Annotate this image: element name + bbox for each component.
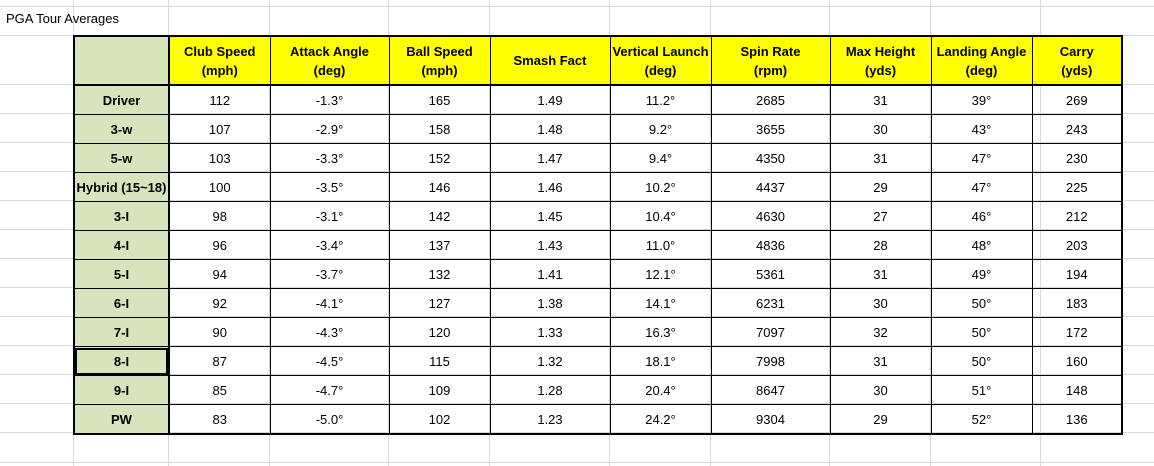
header-ball-speed-label: Ball Speed	[406, 43, 473, 59]
cell-club-speed[interactable]: 90	[169, 318, 270, 347]
cell-club-speed[interactable]: 94	[169, 260, 270, 289]
cell-vertical-launch[interactable]: 10.2°	[610, 173, 711, 202]
cell-club-speed[interactable]: 98	[169, 202, 270, 231]
header-ball-speed-unit: (mph)	[421, 62, 458, 78]
club-name-cell[interactable]: 4-I	[74, 231, 169, 260]
header-spin-rate-unit: (rpm)	[753, 62, 788, 78]
header-carry-label: Carry	[1059, 43, 1094, 59]
cell-smash-fact[interactable]: 1.45	[490, 202, 610, 231]
cell-club-speed[interactable]: 103	[169, 144, 270, 173]
table-row	[74, 260, 1122, 289]
cell-carry[interactable]: 148	[1032, 376, 1122, 405]
cell-spin-rate[interactable]: 4836	[711, 231, 830, 260]
cell-carry[interactable]: 183	[1032, 289, 1122, 318]
table-body	[74, 85, 1122, 434]
cell-ball-speed[interactable]: 142	[389, 202, 490, 231]
cell-max-height[interactable]: 31	[830, 144, 931, 173]
cell-ball-speed[interactable]: 132	[389, 260, 490, 289]
header-vertical-launch-unit: (deg)	[644, 62, 677, 78]
cell-smash-fact[interactable]: 1.43	[490, 231, 610, 260]
cell-vertical-launch[interactable]: 18.1°	[610, 347, 711, 376]
cell-carry[interactable]: 203	[1032, 231, 1122, 260]
header-attack-angle-label: Attack Angle	[290, 43, 369, 59]
table-row	[74, 115, 1122, 144]
cell-club-speed[interactable]: 96	[169, 231, 270, 260]
club-name-cell[interactable]: PW	[74, 405, 169, 435]
cell-max-height[interactable]: 27	[830, 202, 931, 231]
cell-vertical-launch[interactable]: 9.2°	[610, 115, 711, 144]
table-row	[74, 347, 1122, 376]
cell-attack-angle[interactable]: -3.1°	[270, 202, 389, 231]
cell-spin-rate[interactable]: 3655	[711, 115, 830, 144]
cell-max-height[interactable]: 30	[830, 289, 931, 318]
cell-spin-rate[interactable]: 6231	[711, 289, 830, 318]
cell-ball-speed[interactable]: 115	[389, 347, 490, 376]
cell-vertical-launch[interactable]: 9.4°	[610, 144, 711, 173]
cell-smash-fact[interactable]: 1.28	[490, 376, 610, 405]
cell-smash-fact[interactable]: 1.46	[490, 173, 610, 202]
club-name-cell[interactable]: 9-I	[74, 376, 169, 405]
cell-max-height[interactable]: 29	[830, 405, 931, 435]
cell-attack-angle[interactable]: -3.5°	[270, 173, 389, 202]
cell-landing-angle[interactable]: 49°	[931, 260, 1032, 289]
cell-ball-speed[interactable]: 127	[389, 289, 490, 318]
header-corner-cell[interactable]	[74, 36, 169, 85]
cell-ball-speed[interactable]: 165	[389, 85, 490, 115]
cell-carry[interactable]: 269	[1032, 85, 1122, 115]
cell-landing-angle[interactable]: 51°	[931, 376, 1032, 405]
header-landing-angle[interactable]	[931, 36, 1032, 85]
header-carry-unit: (yds)	[1061, 62, 1093, 78]
cell-ball-speed[interactable]: 120	[389, 318, 490, 347]
header-landing-angle-label: Landing Angle	[936, 43, 1027, 59]
cell-vertical-launch[interactable]: 12.1°	[610, 260, 711, 289]
cell-vertical-launch[interactable]: 20.4°	[610, 376, 711, 405]
cell-club-speed[interactable]: 92	[169, 289, 270, 318]
club-name-cell[interactable]: 8-I	[74, 347, 169, 376]
table-row	[74, 85, 1122, 115]
cell-max-height[interactable]: 30	[830, 115, 931, 144]
cell-vertical-launch[interactable]: 10.4°	[610, 202, 711, 231]
cell-vertical-launch[interactable]: 11.0°	[610, 231, 711, 260]
header-smash-fact[interactable]	[490, 36, 610, 85]
cell-ball-speed[interactable]: 137	[389, 231, 490, 260]
cell-club-speed[interactable]: 100	[169, 173, 270, 202]
cell-landing-angle[interactable]: 48°	[931, 231, 1032, 260]
cell-smash-fact[interactable]: 1.33	[490, 318, 610, 347]
cell-carry[interactable]: 212	[1032, 202, 1122, 231]
header-spin-rate[interactable]	[711, 36, 830, 85]
cell-carry[interactable]: 172	[1032, 318, 1122, 347]
cell-club-speed[interactable]: 83	[169, 405, 270, 435]
cell-vertical-launch[interactable]: 14.1°	[610, 289, 711, 318]
header-max-height[interactable]	[830, 36, 931, 85]
cell-landing-angle[interactable]: 47°	[931, 144, 1032, 173]
club-name-cell[interactable]: Hybrid (15~18)	[74, 173, 169, 202]
cell-ball-speed[interactable]: 109	[389, 376, 490, 405]
cell-carry[interactable]: 160	[1032, 347, 1122, 376]
cell-landing-angle[interactable]: 50°	[931, 347, 1032, 376]
sheet-title[interactable]: PGA Tour Averages	[6, 11, 119, 26]
cell-ball-speed[interactable]: 158	[389, 115, 490, 144]
cell-smash-fact[interactable]: 1.38	[490, 289, 610, 318]
cell-max-height[interactable]: 28	[830, 231, 931, 260]
club-name-cell[interactable]: 6-I	[74, 289, 169, 318]
table-row	[74, 202, 1122, 231]
header-max-height-label: Max Height	[845, 43, 916, 59]
cell-club-speed[interactable]: 85	[169, 376, 270, 405]
header-row	[74, 36, 1122, 85]
table-row	[74, 376, 1122, 405]
cell-smash-fact[interactable]: 1.32	[490, 347, 610, 376]
cell-landing-angle[interactable]: 50°	[931, 289, 1032, 318]
cell-attack-angle[interactable]: -5.0°	[270, 405, 389, 435]
cell-carry[interactable]: 136	[1032, 405, 1122, 435]
cell-max-height[interactable]: 31	[830, 260, 931, 289]
cell-landing-angle[interactable]: 50°	[931, 318, 1032, 347]
header-vertical-launch-label: Vertical Launch	[612, 43, 709, 59]
cell-club-speed[interactable]: 112	[169, 85, 270, 115]
cell-vertical-launch[interactable]: 11.2°	[610, 85, 711, 115]
cell-landing-angle[interactable]: 46°	[931, 202, 1032, 231]
club-name-cell[interactable]: Driver	[74, 85, 169, 115]
header-club-speed-unit: (mph)	[201, 62, 238, 78]
table-row	[74, 289, 1122, 318]
header-vertical-launch[interactable]	[610, 36, 711, 85]
cell-landing-angle[interactable]: 39°	[931, 85, 1032, 115]
cell-ball-speed[interactable]: 146	[389, 173, 490, 202]
cell-attack-angle[interactable]: -3.3°	[270, 144, 389, 173]
cell-carry[interactable]: 225	[1032, 173, 1122, 202]
cell-spin-rate[interactable]: 5361	[711, 260, 830, 289]
cell-attack-angle[interactable]: -4.7°	[270, 376, 389, 405]
cell-attack-angle[interactable]: -4.1°	[270, 289, 389, 318]
cell-vertical-launch[interactable]: 16.3°	[610, 318, 711, 347]
header-attack-angle[interactable]	[270, 36, 389, 85]
cell-spin-rate[interactable]: 9304	[711, 405, 830, 435]
cell-smash-fact[interactable]: 1.23	[490, 405, 610, 435]
cell-ball-speed[interactable]: 102	[389, 405, 490, 435]
header-landing-angle-unit: (deg)	[965, 62, 998, 78]
cell-spin-rate[interactable]: 8647	[711, 376, 830, 405]
cell-attack-angle[interactable]: -3.4°	[270, 231, 389, 260]
cell-spin-rate[interactable]: 4630	[711, 202, 830, 231]
cell-max-height[interactable]: 31	[830, 85, 931, 115]
table-row	[74, 318, 1122, 347]
cell-spin-rate[interactable]: 4350	[711, 144, 830, 173]
cell-club-speed[interactable]: 87	[169, 347, 270, 376]
header-club-speed-label: Club Speed	[183, 43, 256, 59]
header-max-height-unit: (yds)	[864, 62, 897, 78]
cell-attack-angle[interactable]: -2.9°	[270, 115, 389, 144]
cell-max-height[interactable]: 29	[830, 173, 931, 202]
cell-landing-angle[interactable]: 47°	[931, 173, 1032, 202]
cell-club-speed[interactable]: 107	[169, 115, 270, 144]
cell-spin-rate[interactable]: 4437	[711, 173, 830, 202]
table-row	[74, 405, 1122, 435]
cell-vertical-launch[interactable]: 24.2°	[610, 405, 711, 435]
cell-ball-speed[interactable]: 152	[389, 144, 490, 173]
cell-smash-fact[interactable]: 1.47	[490, 144, 610, 173]
club-name-cell[interactable]: 3-I	[74, 202, 169, 231]
club-name-cell[interactable]: 5-w	[74, 144, 169, 173]
pga-tour-averages-table	[73, 35, 1123, 435]
cell-max-height[interactable]: 31	[830, 347, 931, 376]
cell-landing-angle[interactable]: 52°	[931, 405, 1032, 435]
cell-spin-rate[interactable]: 2685	[711, 85, 830, 115]
cell-attack-angle[interactable]: -3.7°	[270, 260, 389, 289]
table-row	[74, 173, 1122, 202]
table-row	[74, 144, 1122, 173]
cell-max-height[interactable]: 32	[830, 318, 931, 347]
cell-smash-fact[interactable]: 1.48	[490, 115, 610, 144]
table-row	[74, 231, 1122, 260]
cell-attack-angle[interactable]: -4.3°	[270, 318, 389, 347]
cell-attack-angle[interactable]: -1.3°	[270, 85, 389, 115]
header-attack-angle-unit: (deg)	[313, 62, 346, 78]
header-ball-speed[interactable]	[389, 36, 490, 85]
cell-smash-fact[interactable]: 1.41	[490, 260, 610, 289]
cell-smash-fact[interactable]: 1.49	[490, 85, 610, 115]
club-name-cell[interactable]: 5-I	[74, 260, 169, 289]
club-name-cell[interactable]: 3-w	[74, 115, 169, 144]
header-smash-fact-label: Smash Fact	[513, 53, 587, 68]
cell-landing-angle[interactable]: 43°	[931, 115, 1032, 144]
club-name-cell[interactable]: 7-I	[74, 318, 169, 347]
cell-max-height[interactable]: 30	[830, 376, 931, 405]
header-carry[interactable]	[1032, 36, 1122, 85]
cell-attack-angle[interactable]: -4.5°	[270, 347, 389, 376]
header-spin-rate-label: Spin Rate	[740, 43, 801, 59]
cell-carry[interactable]: 230	[1032, 144, 1122, 173]
cell-spin-rate[interactable]: 7998	[711, 347, 830, 376]
cell-carry[interactable]: 194	[1032, 260, 1122, 289]
cell-spin-rate[interactable]: 7097	[711, 318, 830, 347]
header-club-speed[interactable]	[169, 36, 270, 85]
cell-carry[interactable]: 243	[1032, 115, 1122, 144]
